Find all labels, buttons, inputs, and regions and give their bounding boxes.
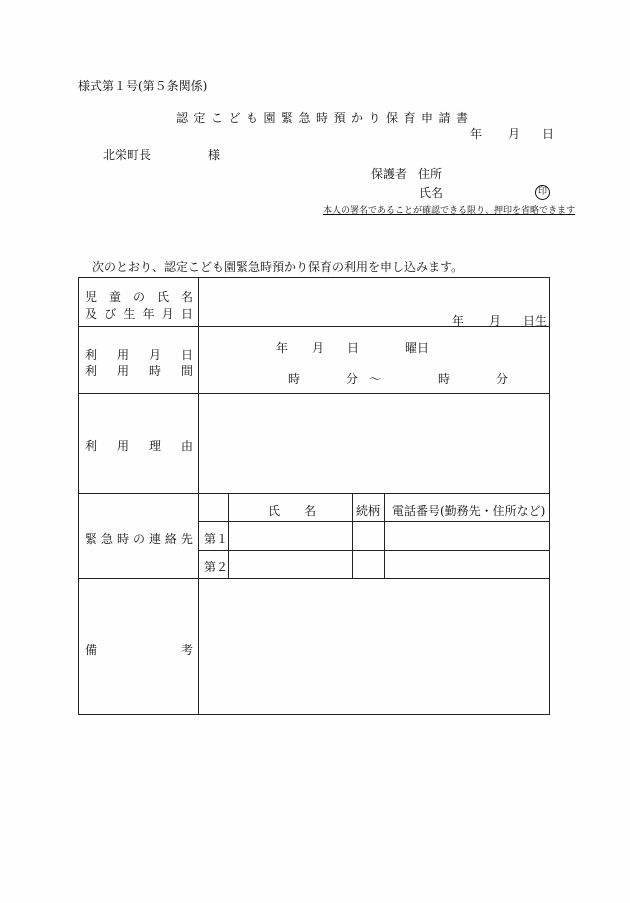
time-range-tilde: ～	[369, 372, 382, 386]
application-table	[78, 277, 550, 715]
start-hour-label: 時	[288, 372, 301, 386]
reason-label: 利 用 理 由	[85, 439, 193, 453]
usage-date-label: 利 用 月 日	[85, 348, 193, 362]
child-birth-label-line2: 及 び 生 年 月 日	[85, 307, 193, 321]
addressee-name: 北栄町長	[103, 148, 152, 162]
addressee-honorific: 様	[208, 148, 221, 162]
usage-year-label: 年	[276, 341, 289, 355]
contact-relation-header: 続柄	[356, 504, 381, 518]
name-label: 氏名	[419, 186, 444, 200]
seal-mark: 印	[535, 185, 550, 200]
emergency-contact-label: 緊 急 時 の 連 絡 先	[85, 532, 193, 546]
birth-year-label: 年	[452, 314, 465, 328]
remarks-label: 備 考	[85, 643, 193, 657]
contact-1-label: 第１	[204, 532, 229, 546]
guardian-label: 保護者	[371, 167, 408, 181]
child-name-label-line1: 児 童 の 氏 名	[85, 290, 193, 304]
date-month-label: 月	[508, 127, 521, 141]
end-minute-label: 分	[496, 372, 509, 386]
start-minute-label: 分	[346, 372, 359, 386]
usage-weekday-label: 曜日	[405, 341, 430, 355]
usage-month-label: 月	[312, 341, 325, 355]
date-year-label: 年	[470, 127, 483, 141]
usage-day-label: 日	[347, 341, 360, 355]
usage-time-label: 利 用 時 間	[85, 364, 193, 378]
date-day-label: 日	[542, 127, 555, 141]
end-hour-label: 時	[438, 372, 451, 386]
intro-text: 次のとおり、認定こども園緊急時預かり保育の利用を申し込みます。	[92, 260, 464, 274]
contact-phone-header: 電話番号(勤務先・住所など)	[392, 504, 546, 518]
page-title: 認定こども園緊急時預かり保育申請書	[176, 111, 474, 125]
contact-name-header: 氏 名	[268, 504, 317, 518]
contact-2-label: 第２	[204, 560, 229, 574]
birth-day-label: 日生	[523, 314, 548, 328]
seal-omission-note: 本人の署名であることが確認できる限り、押印を省略できます	[323, 206, 576, 216]
birth-month-label: 月	[489, 314, 502, 328]
form-number: 様式第１号(第５条関係)	[78, 79, 208, 93]
address-label: 住所	[418, 167, 443, 181]
